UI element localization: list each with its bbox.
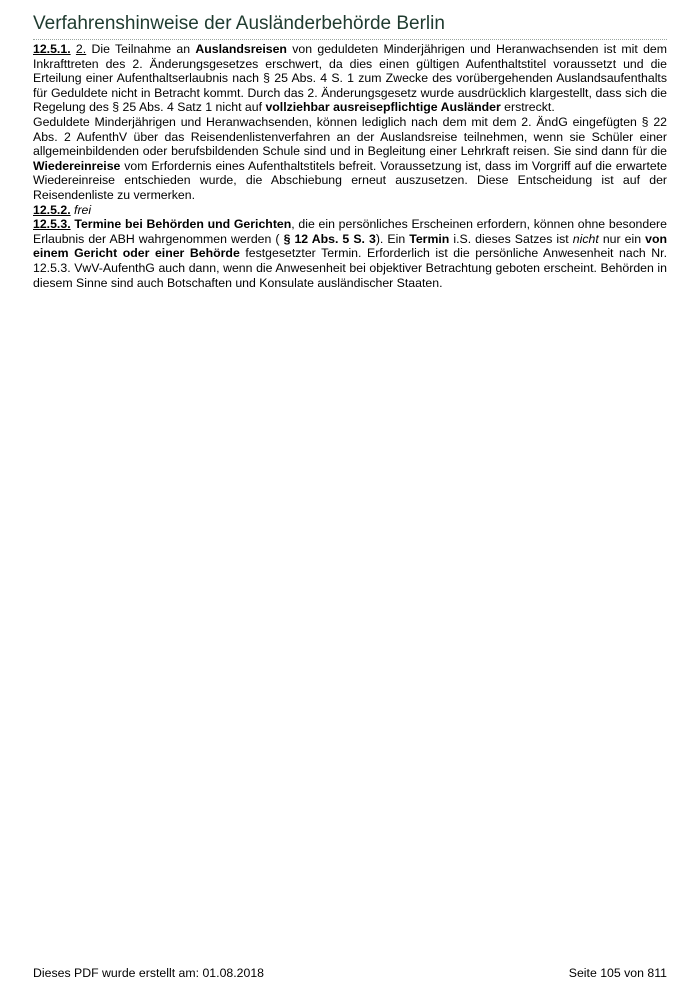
section-12-5-3 bbox=[33, 217, 667, 290]
body-text: von geduldeten Minderjährigen und Heranwachsenden ist mit dem Inkrafttreten des 2. Änderungsgesetzes erschwert, da dies einen gültigen Aufenthaltstitel voraussetzt und die Erteilung einer Aufenthaltserlaubnis nach § 25 Abs. 4 S. 1 zum Zwecke des vorübergehenden Auslandsaufenthalts für Geduldete nicht in Betracht kommt. Durch das 2. Änderungsgesetz wurde ausdrücklich klargestellt, dass sich die Regelung des § 25 Abs. 4 Satz 1 nicht auf bbox=[33, 42, 668, 115]
document-body bbox=[33, 42, 667, 290]
bold-term: von einem Gericht oder einer Behörde bbox=[33, 231, 667, 261]
bold-term: Termin bbox=[409, 231, 450, 246]
section-number: 12.5.1. bbox=[33, 42, 71, 56]
bold-term: § 12 Abs. 5 S. 3 bbox=[283, 231, 376, 246]
body-text: nur ein bbox=[598, 231, 646, 246]
body-text: Die Teilnahme an bbox=[86, 42, 196, 56]
bold-term: Termine bei Behörden und Gerichten bbox=[74, 217, 292, 232]
bold-term: Wiedereinreise bbox=[33, 158, 121, 173]
body-text: vom Erfordernis eines Aufenthaltstitels befreit. Voraussetzung ist, dass im Vorgriff auf die erwartete Wiedereinreise entschieden wurde, die Abschiebung erneut auszusetzen. Diese Entscheidung ist auf der Reisendenliste zu vermerken. bbox=[33, 158, 667, 202]
cross-reference-link[interactable]: 2. bbox=[75, 42, 87, 56]
header-divider bbox=[33, 39, 667, 40]
section-12-5-1 bbox=[33, 42, 667, 115]
page-header bbox=[33, 12, 667, 40]
bold-term: Auslandsreisen bbox=[195, 42, 287, 56]
italic-term: nicht bbox=[572, 231, 599, 246]
page-title: Verfahrenshinweise der Ausländerbehörde Berlin bbox=[33, 13, 445, 34]
creation-date: Dieses PDF wurde erstellt am: 01.08.2018 bbox=[33, 966, 265, 980]
section-number: 12.5.2. bbox=[33, 202, 71, 217]
body-text: Geduldete Minderjährigen und Heranwachsenden, können lediglich nach dem mit dem 2. ÄndG eingefügten § 22 Abs. 2 AufenthV über das Reisendenlistenverfahren an der Auslandsreise teilnehmen, wenn sie Schüler einer allgemeinbildenden oder berufsbildenden Schule sind und in Begleitung einer Lehrkraft reisen. Sie sind dann für die bbox=[33, 114, 667, 159]
body-text: , die ein persönliches Erscheinen erfordern, können ohne besondere Erlaubnis der ABH wahrgenommen werden ( bbox=[33, 217, 667, 246]
section-12-5-2 bbox=[33, 203, 667, 218]
paragraph-reisendenliste bbox=[33, 115, 667, 203]
section-placeholder-text: frei bbox=[74, 202, 92, 217]
bold-term: vollziehbar ausreisepflichtige Ausländer bbox=[265, 100, 501, 115]
section-number: 12.5.3. bbox=[33, 217, 71, 232]
page-number: Seite 105 von 811 bbox=[568, 966, 667, 980]
body-text: festgesetzter Termin. Erforderlich ist die persönliche Anwesenheit nach Nr. 12.5.3. VwV-AufenthG auch dann, wenn die Anwesenheit bei objektiver Betrachtung geboten erscheint. Behörden in diesem Sinne sind auch Botschaften und Konsulate ausländischer Staaten. bbox=[33, 246, 667, 290]
body-text: erstreckt. bbox=[500, 100, 555, 115]
body-text: i.S. dieses Satzes ist bbox=[449, 231, 573, 246]
body-text: ). Ein bbox=[375, 231, 410, 246]
